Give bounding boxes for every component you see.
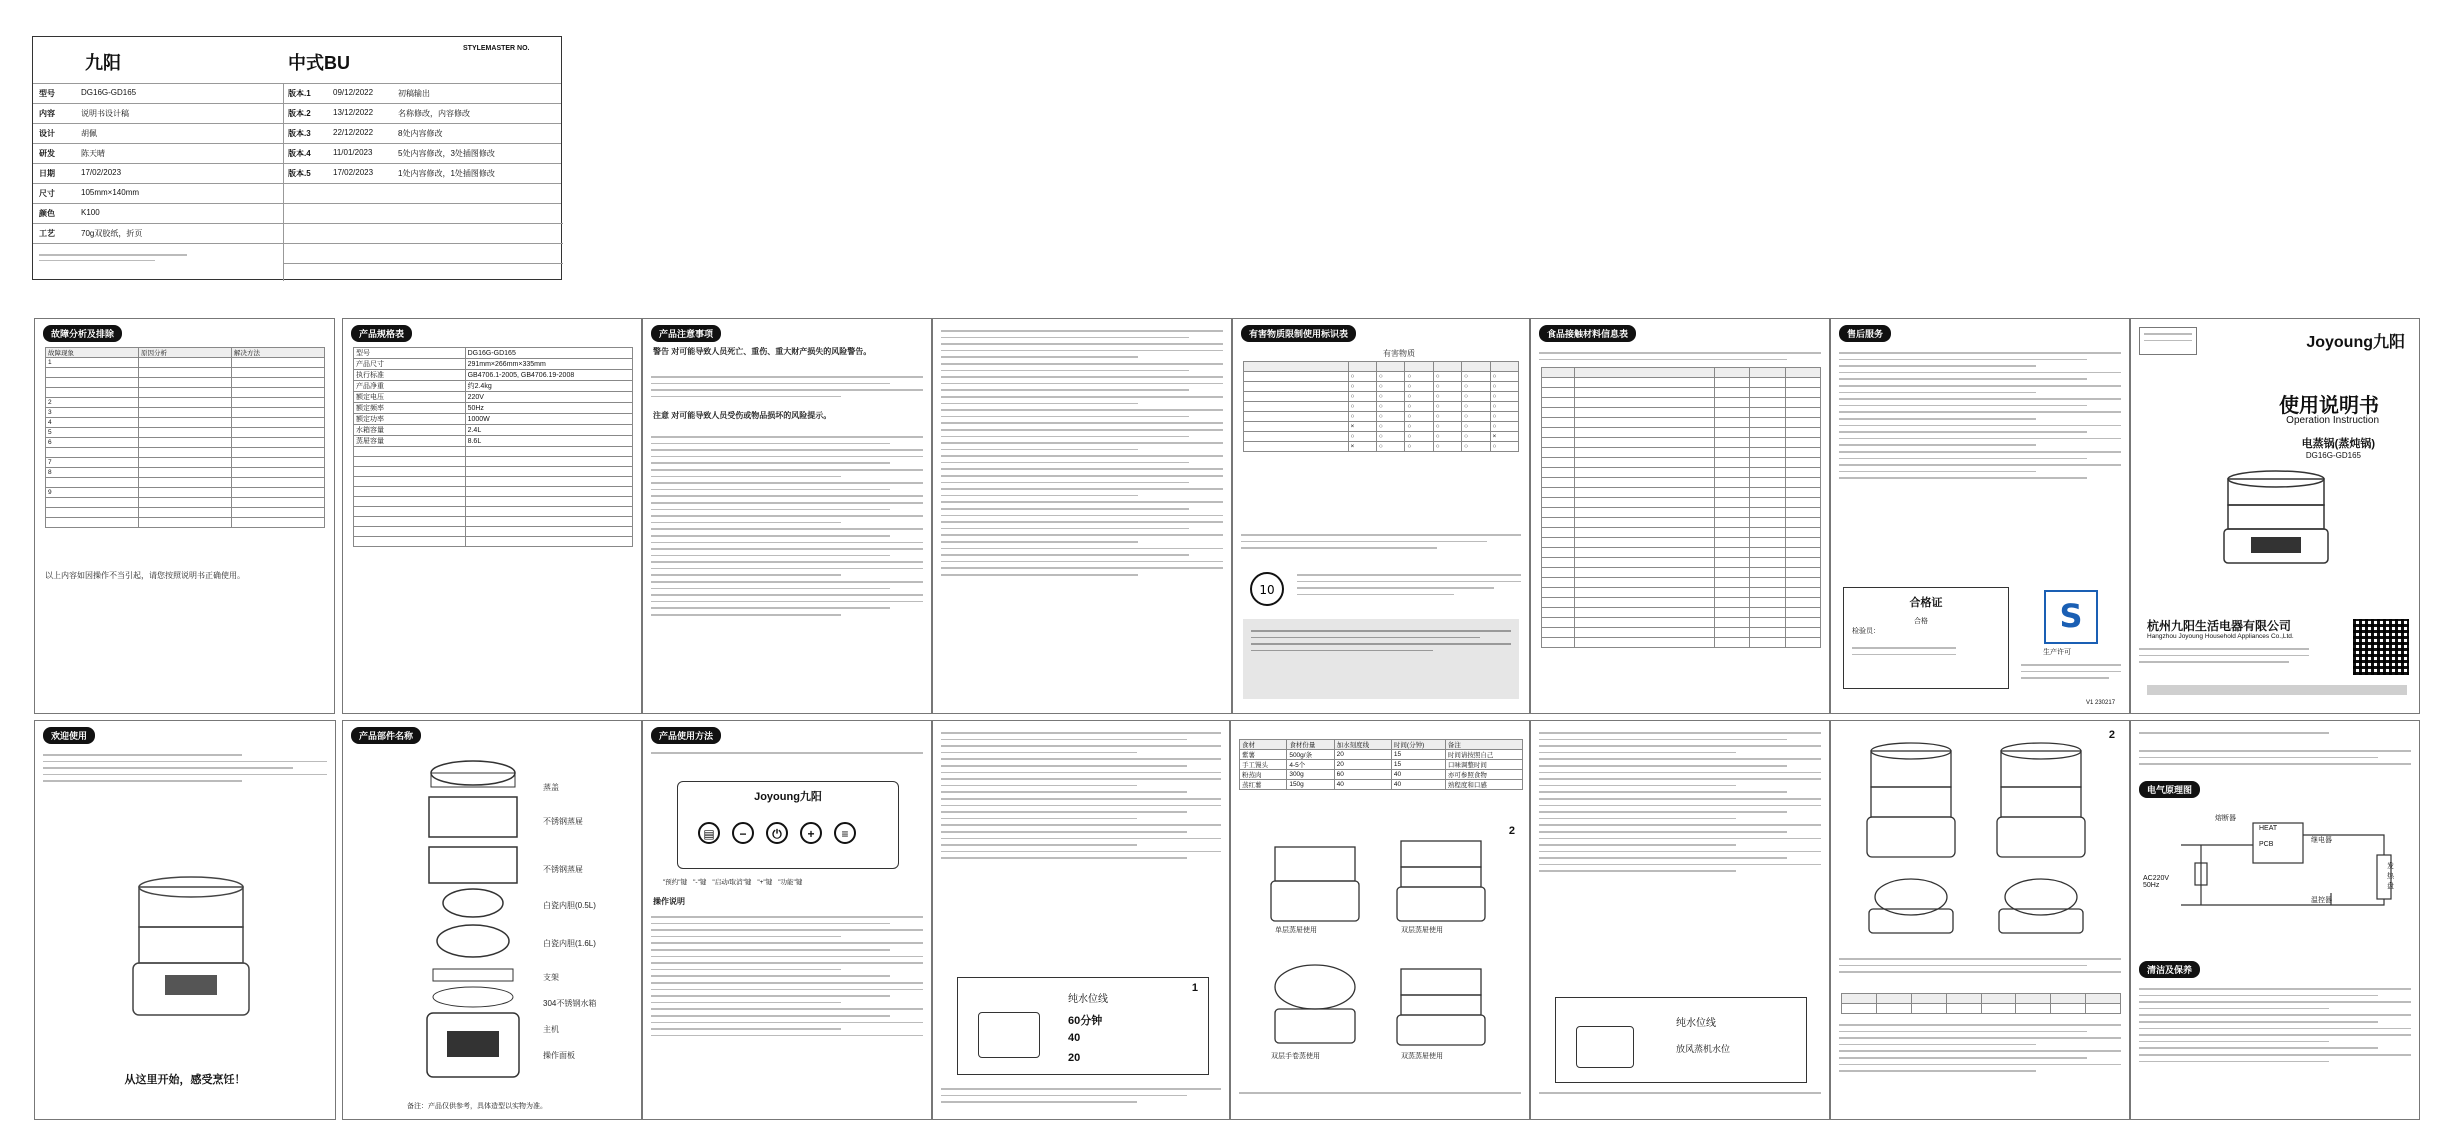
safety-warning: 警告 对可能导致人员死亡、重伤、重大财产损失的风险警告。 bbox=[653, 347, 872, 356]
water-line-label: 放风蒸机水位 bbox=[1676, 1044, 1731, 1054]
cooking-guide-panel bbox=[1230, 720, 1530, 1120]
spec-title: 产品规格表 bbox=[351, 325, 412, 342]
header-row: 颜色 K100 bbox=[33, 203, 561, 224]
header-row: 设计 胡佩 版本.3 22/12/2022 8处内容修改 bbox=[33, 123, 561, 144]
harmful-table: ○ ○ ○ ○ ○ ○ ○ ○ ○ ○ ○ ○ ○ ○ ○ ○ ○ ○ ○ ○ ○ ○ ○ ○ ○ ○ ○ ○ ○ ○ × ○ ○ ○ ○ ○ ○ ○ ○ ○ ○ × × ○ ○ ○ ○ ○ bbox=[1243, 361, 1519, 452]
spec-panel bbox=[342, 318, 642, 714]
safety-continued-panel bbox=[932, 318, 1232, 714]
cover-subtitle: Operation Instruction bbox=[2286, 415, 2379, 426]
part-label: 支架 bbox=[543, 973, 559, 982]
production-license-label: 生产许可 bbox=[2043, 649, 2071, 656]
company-name: 杭州九阳生活电器有限公司 bbox=[2147, 619, 2292, 633]
scene-caption: 双蒸蒸屉使用 bbox=[1401, 1053, 1443, 1060]
part-label: 不锈钢蒸屉 bbox=[543, 817, 583, 826]
eco-10-icon bbox=[1247, 569, 1287, 609]
cup-icon bbox=[978, 1012, 1040, 1058]
cover-title: 使用说明书 bbox=[2279, 395, 2379, 417]
food-table bbox=[1541, 367, 1821, 648]
figure-number: 1 bbox=[1191, 982, 1198, 994]
certificate-mark: 合格 bbox=[1914, 618, 1928, 625]
program-table bbox=[1841, 993, 2121, 1014]
production-license-icon bbox=[2043, 589, 2099, 645]
scene-caption: 双层手卷蒸使用 bbox=[1271, 1053, 1320, 1060]
ops-title: 操作说明 bbox=[653, 897, 685, 906]
troubleshooting-panel bbox=[34, 318, 335, 714]
safety-panel bbox=[642, 318, 932, 714]
part-label: 蒸盖 bbox=[543, 783, 559, 792]
header-row: 尺寸 105mm×140mm bbox=[33, 183, 561, 204]
cover-stamp-box bbox=[2139, 327, 2197, 355]
function-panel bbox=[932, 720, 1230, 1120]
usage-title: 产品使用方法 bbox=[651, 727, 721, 744]
water-line-label: 纯水位线 bbox=[1676, 1018, 1716, 1029]
part-label: 白瓷内胆(1.6L) bbox=[543, 939, 596, 948]
circuit-label: 熔断器 bbox=[2215, 815, 2236, 822]
panel-button-legend: "预约"键 "-"键 "启动/取消"键 "+"键 "功能"键 bbox=[663, 879, 803, 886]
cover-product: 电蒸锅(蒸炖锅) bbox=[2301, 438, 2375, 450]
part-label: 304不锈钢水箱 bbox=[543, 999, 597, 1008]
water-mark: 40 bbox=[1068, 1032, 1081, 1044]
cover-footer-bar bbox=[2147, 685, 2407, 695]
part-label: 白瓷内胆(0.5L) bbox=[543, 901, 596, 910]
setup-panel bbox=[1830, 720, 2130, 1120]
cover-panel bbox=[2130, 318, 2420, 714]
water-level-figure bbox=[957, 977, 1209, 1075]
header-row: 型号 DG16G-GD165 版本.1 09/12/2022 初稿输出 bbox=[33, 83, 561, 104]
start-cancel-button[interactable]: ⏻ bbox=[766, 822, 788, 844]
svg-text:10: 10 bbox=[1259, 583, 1275, 597]
steamer-illustration bbox=[2211, 467, 2341, 567]
part-label: 不锈钢蒸屉 bbox=[543, 865, 583, 874]
function-button[interactable]: ≡ bbox=[834, 822, 856, 844]
brand-name: 九阳 bbox=[85, 53, 121, 73]
circuit-label: 发热盘 bbox=[2387, 863, 2394, 890]
parts-panel bbox=[342, 720, 642, 1120]
harmful-col-label: 有害物质 bbox=[1383, 349, 1415, 358]
control-panel-figure bbox=[677, 781, 899, 869]
troubleshooting-note: 以上内容如因操作不当引起，请您按照说明书正确使用。 bbox=[45, 571, 245, 580]
stylemaster-label: STYLEMASTER NO. bbox=[463, 45, 530, 52]
water-level-figure-2 bbox=[1555, 997, 1807, 1083]
header-row: 研发 陈天晴 版本.4 11/01/2023 5处内容修改，3处插图修改 bbox=[33, 143, 561, 164]
welcome-title: 欢迎使用 bbox=[43, 727, 95, 744]
circuit-label: 继电器 bbox=[2311, 837, 2332, 844]
setup-illustration bbox=[1851, 737, 2111, 937]
troubleshooting-table: 故障现象 原因分析 解决方法 1 2 3 4 5 6 7 8 9 bbox=[45, 347, 325, 528]
cooking-table: 食材 食材份量 加水刻度线 时间(分钟) 备注 紫薯 500g/条 20 15 时间请按照自己 手工馒头 4-5个 20 15 口味调整时间 粉蒸肉 300g 60 40 亦可参照食物 蒸红薯 150g 40 40 熟程度和口感 bbox=[1239, 739, 1523, 790]
part-label: 主机 bbox=[543, 1025, 559, 1034]
plus-button[interactable]: + bbox=[800, 822, 822, 844]
circuit-panel bbox=[2130, 720, 2420, 1120]
company-name-en: Hangzhou Joyoung Household Appliances Co.,Ltd. bbox=[2147, 633, 2294, 640]
panel-brand: Joyoung九阳 bbox=[754, 791, 822, 803]
circuit-label: 温控器 bbox=[2311, 897, 2332, 904]
certificate-inspector: 检验员： bbox=[1852, 628, 1880, 635]
water-line-label: 纯水位线 bbox=[1068, 994, 1108, 1005]
exploded-parts-illustration bbox=[413, 751, 533, 1091]
safety-caution: 注意 对可能导致人员受伤或物品损坏的风险提示。 bbox=[653, 411, 832, 420]
figure-number: 2 bbox=[2108, 729, 2115, 741]
instructions-panel bbox=[1530, 720, 1830, 1120]
cover-brand-logo: Joyoung九阳 bbox=[2306, 334, 2405, 351]
safety-title: 产品注意事项 bbox=[651, 325, 721, 342]
parts-title: 产品部件名称 bbox=[351, 727, 421, 744]
service-title: 售后服务 bbox=[1839, 325, 1891, 342]
minus-button[interactable]: − bbox=[732, 822, 754, 844]
circuit-label: HEAT bbox=[2259, 825, 2278, 832]
circuit-title: 电气原理图 bbox=[2139, 781, 2200, 798]
service-panel bbox=[1830, 318, 2130, 714]
spec-header-sheet bbox=[32, 36, 562, 280]
certificate-box bbox=[1843, 587, 2009, 689]
cover-model: DG16G-GD165 bbox=[2305, 451, 2361, 460]
scene-caption: 双层蒸屉使用 bbox=[1401, 927, 1443, 934]
cleaning-title: 清洁及保养 bbox=[2139, 961, 2200, 978]
cup-icon bbox=[1576, 1026, 1634, 1068]
certificate-title: 合格证 bbox=[1909, 597, 1943, 609]
department-name: 中式BU bbox=[288, 53, 350, 73]
welcome-steamer-illustration bbox=[121, 871, 261, 1021]
part-label: 操作面板 bbox=[543, 1051, 575, 1060]
troubleshooting-title: 故障分析及排除 bbox=[43, 325, 122, 342]
header-row: 工艺 70g双胶纸，折页 bbox=[33, 223, 561, 244]
food-contact-panel bbox=[1530, 318, 1830, 714]
harmful-note-box bbox=[1243, 619, 1519, 699]
steaming-scenes-illustration bbox=[1261, 837, 1501, 1087]
usage-panel bbox=[642, 720, 932, 1120]
water-mark: 60分钟 bbox=[1068, 1015, 1103, 1027]
welcome-panel bbox=[34, 720, 336, 1120]
food-title: 食品接触材料信息表 bbox=[1539, 325, 1636, 342]
reserve-button[interactable]: ▤ bbox=[698, 822, 720, 844]
svg-text:S: S bbox=[2059, 597, 2083, 635]
figure-number: 2 bbox=[1508, 825, 1515, 837]
scene-caption: 单层蒸屉使用 bbox=[1275, 927, 1317, 934]
header-row: 内容 说明书设计稿 版本.2 13/12/2022 名称修改，内容修改 bbox=[33, 103, 561, 124]
circuit-label: AC220V 50Hz bbox=[2143, 875, 2170, 889]
water-mark: 20 bbox=[1068, 1052, 1081, 1064]
harmful-title: 有害物质限制使用标识表 bbox=[1241, 325, 1356, 342]
spec-table: 型号 DG16G-GD165 产品尺寸 291mm×266mm×335mm 执行标准 GB4706.1-2005, GB4706.19-2008 产品净重 约2.4kg 额定电压 220V 额定频率 50Hz 额定功率 1000W 水箱容量 2.4L 蒸屉容量 8.6L bbox=[353, 347, 633, 547]
document-code: V1 230217 bbox=[2086, 700, 2116, 706]
circuit-label: PCB bbox=[2259, 841, 2274, 848]
welcome-slogan: 从这里开始，感受烹饪！ bbox=[124, 1074, 246, 1086]
parts-note: 备注：产品仅供参考，具体造型以实物为准。 bbox=[407, 1103, 547, 1110]
header-row: 日期 17/02/2023 版本.5 17/02/2023 1处内容修改，1处插图修改 bbox=[33, 163, 561, 184]
qr-code-icon bbox=[2353, 619, 2409, 675]
harmful-substance-panel bbox=[1232, 318, 1530, 714]
